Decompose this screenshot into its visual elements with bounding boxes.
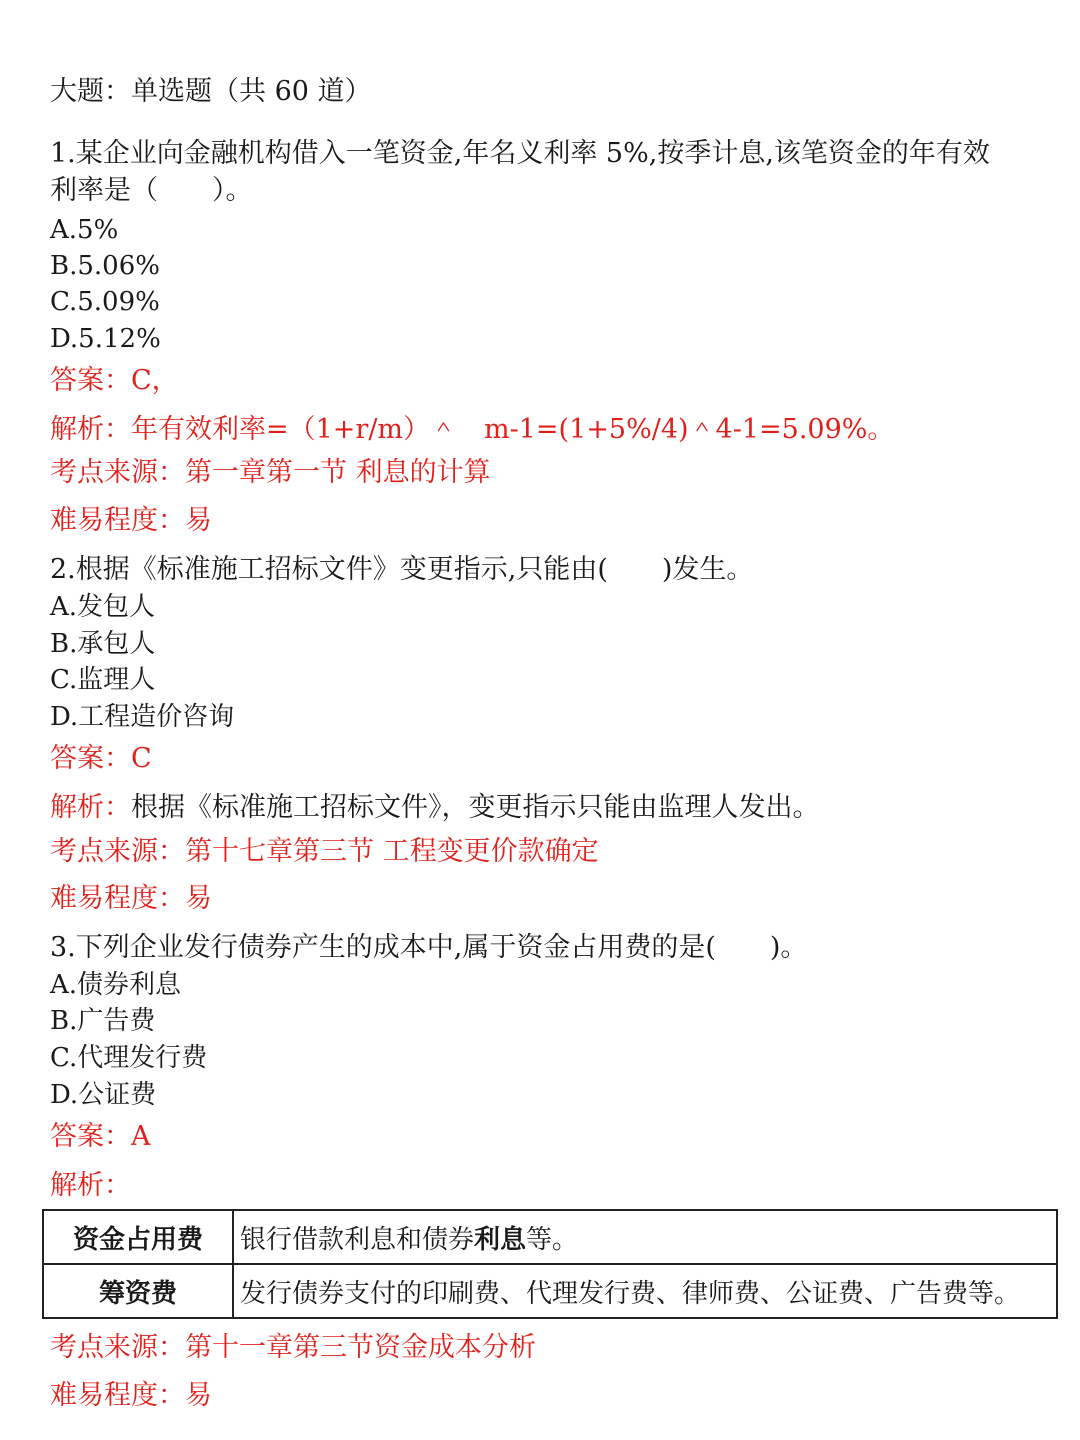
question-1-source: 考点来源：第一章第一节 利息的计算	[50, 457, 491, 488]
question-2-option-c: C.监理人	[50, 665, 156, 695]
question-1-answer: 答案：C，	[50, 365, 179, 396]
question-3-answer: 答案：A	[50, 1121, 151, 1152]
question-2-option-b: B.承包人	[50, 629, 156, 659]
question-1-option-c: C.5.09%	[50, 287, 160, 317]
question-3-difficulty: 难易程度：易	[50, 1380, 212, 1411]
question-1-option-a: A.5%	[50, 215, 119, 245]
table-row-text: 发行债券支付的印刷费、代理发行费、律师费、公证费、广告费等。	[233, 1264, 1057, 1318]
table-row	[43, 1264, 1057, 1318]
table-text-plain-end: 等。	[526, 1224, 579, 1255]
analysis-table	[42, 1209, 1058, 1319]
table-row-head: 资金占用费	[43, 1210, 233, 1264]
question-3-option-d: D.公证费	[50, 1080, 157, 1110]
question-2-stem: 2.根据《标准施工招标文件》变更指示,只能由( )发生。	[50, 554, 754, 585]
question-1-option-b: B.5.06%	[50, 251, 160, 281]
question-2-option-d: D.工程造价咨询	[50, 702, 235, 732]
question-3-analysis-label: 解析：	[50, 1170, 131, 1201]
question-2-difficulty: 难易程度：易	[50, 883, 212, 914]
table-text-plain: 银行借款利息和债券	[240, 1224, 475, 1255]
question-2-source: 考点来源：第十七章第三节 工程变更价款确定	[50, 836, 599, 867]
question-3-source: 考点来源：第十一章第三节资金成本分析	[50, 1332, 536, 1363]
table-row-head: 筹资费	[43, 1264, 233, 1318]
question-1-stem-line1: 1.某企业向金融机构借入一笔资金,年名义利率 5%,按季计息,该笔资金的年有效	[50, 138, 990, 169]
question-1-difficulty: 难易程度：易	[50, 505, 212, 536]
question-1-analysis: 解析：年有效利率=（1+r/m）＾ m-1=(1+5%/4)＾4-1=5.09%。	[50, 414, 895, 445]
table-text-bold: 利息	[474, 1224, 527, 1255]
question-2-option-a: A.发包人	[50, 592, 156, 622]
question-2-analysis: 解析：根据《标准施工招标文件》，变更指示只能由监理人发出。	[50, 792, 820, 823]
question-1-stem-line2: 利率是（ ）。	[50, 175, 253, 206]
question-3-option-b: B.广告费	[50, 1006, 156, 1036]
table-row	[43, 1210, 1057, 1264]
question-3-stem: 3.下列企业发行债券产生的成本中,属于资金占用费的是( )。	[50, 932, 808, 963]
question-1-option-d: D.5.12%	[50, 324, 161, 354]
question-2-answer: 答案：C	[50, 743, 152, 774]
table-row-text	[233, 1210, 1057, 1264]
question-3-option-c: C.代理发行费	[50, 1043, 208, 1073]
section-title: 大题：单选题（共 60 道）	[50, 76, 372, 107]
question-3-option-a: A.债券利息	[50, 970, 182, 1000]
